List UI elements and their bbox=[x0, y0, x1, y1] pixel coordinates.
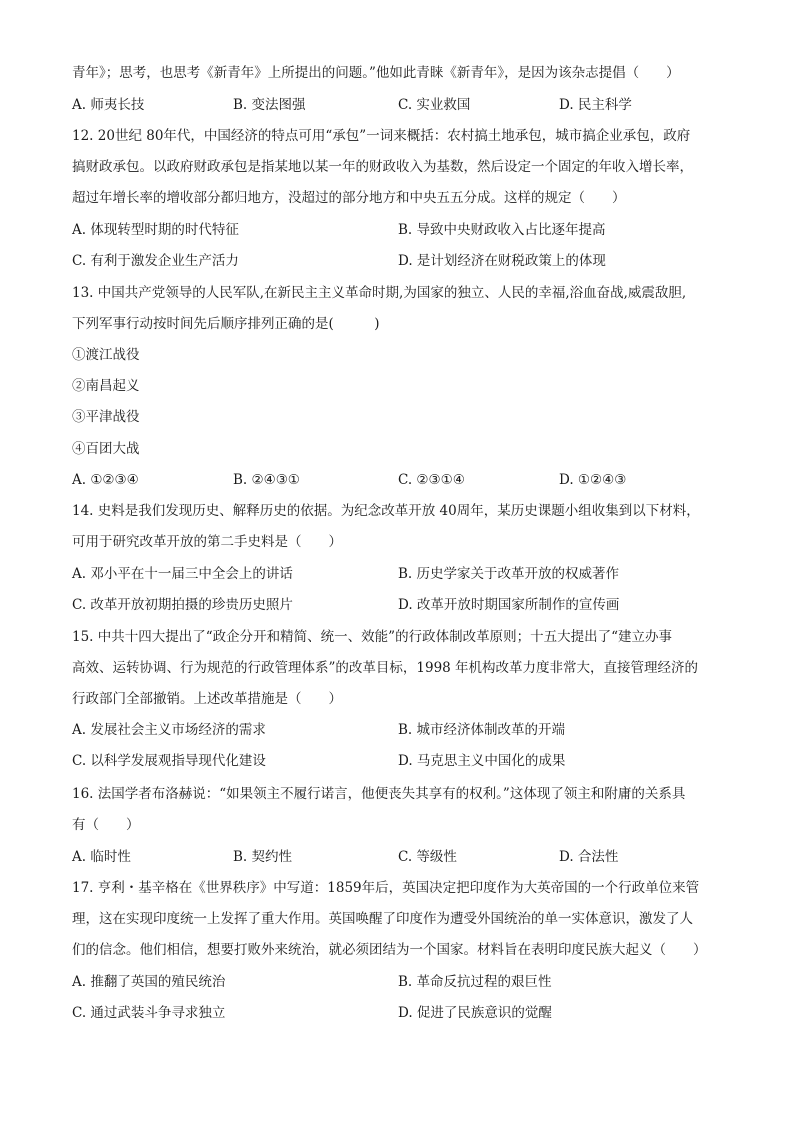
question-16-line-1: 16. 法国学者布洛赫说：“如果领主不履行诺言，他便丧失其享有的权利。”这体现了领主和附庸的关系具 bbox=[72, 786, 686, 802]
question-16-options bbox=[72, 847, 734, 867]
option-c: C. 实业救国 bbox=[398, 97, 471, 113]
question-14-options-row-1 bbox=[72, 564, 734, 584]
option-c: C. 通过武装斗争寻求独立 bbox=[72, 1005, 226, 1021]
option-c: C. 有利于激发企业生产活力 bbox=[72, 253, 239, 269]
option-c: C. ②③①④ bbox=[398, 472, 465, 488]
question-12-options-row-1 bbox=[72, 220, 734, 240]
option-d: D. 改革开放时期国家所制作的宣传画 bbox=[398, 597, 620, 613]
option-b: B. 城市经济体制改革的开端 bbox=[398, 722, 566, 738]
question-12-line-3: 超过年增长率的增收部分都归地方，没超过的部分地方和中央五五分成。这样的规定（ ） bbox=[72, 190, 626, 206]
question-17-line-3: 们的信念。他们相信，想要打败外来统治，就必须团结为一个国家。材料旨在表明印度民族大起义（ ） bbox=[72, 942, 707, 958]
question-13-item-2: ②南昌起义 bbox=[72, 378, 140, 394]
question-13-item-1: ①渡江战役 bbox=[72, 347, 140, 363]
question-13-line-2: 下列军事行动按时间先后顺序排列正确的是( ) bbox=[72, 316, 380, 332]
option-b: B. 历史学家关于改革开放的权威著作 bbox=[398, 566, 620, 582]
question-12-options-row-2 bbox=[72, 251, 734, 271]
question-13-line-1: 13. 中国共产党领导的人民军队,在新民主主义革命时期,为国家的独立、人民的幸福,浴血奋战,威震敌胆, bbox=[72, 285, 687, 301]
option-d: D. 促进了民族意识的觉醒 bbox=[398, 1005, 552, 1021]
option-a: A. 体现转型时期的时代特征 bbox=[72, 222, 239, 238]
question-12-line-2: 搞财政承包。以政府财政承包是指某地以某一年的财政收入为基数，然后设定一个固定的年收入增长率， bbox=[72, 159, 693, 175]
option-c: C. 以科学发展观指导现代化建设 bbox=[72, 753, 266, 769]
question-17-line-1: 17. 亨利・基辛格在《世界秩序》中写道：1859年后，英国决定把印度作为大英帝国的一个行政单位来管 bbox=[72, 880, 700, 896]
question-12-line-1: 12. 20世纪 80年代，中国经济的特点可用“承包”一词来概括：农村搞土地承包，城市搞企业承包，政府 bbox=[72, 128, 691, 144]
question-11-options bbox=[72, 95, 734, 115]
option-a: A. 推翻了英国的殖民统治 bbox=[72, 974, 226, 990]
question-14-options-row-2 bbox=[72, 595, 734, 615]
question-14-line-2: 可用于研究改革开放的第二手史料是（ ） bbox=[72, 534, 342, 550]
option-c: C. 等级性 bbox=[398, 849, 457, 865]
option-d: D. 马克思主义中国化的成果 bbox=[398, 753, 566, 769]
option-d: D. 是计划经济在财税政策上的体现 bbox=[398, 253, 606, 269]
question-13-item-4: ④百团大战 bbox=[72, 441, 140, 457]
option-a: A. 邓小平在十一届三中全会上的讲话 bbox=[72, 566, 293, 582]
option-c: C. 改革开放初期拍摄的珍贵历史照片 bbox=[72, 597, 293, 613]
option-a: A. 临时性 bbox=[72, 849, 131, 865]
option-b: B. 革命反抗过程的艰巨性 bbox=[398, 974, 552, 990]
question-15-options-row-2 bbox=[72, 751, 734, 771]
option-b: B. 导致中央财政收入占比逐年提高 bbox=[398, 222, 606, 238]
option-a: A. 师夷长技 bbox=[72, 97, 145, 113]
question-14-line-1: 14. 史料是我们发现历史、解释历史的依据。为纪念改革开放 40周年，某历史课题小组收集到以下材料， bbox=[72, 503, 700, 519]
option-a: A. ①②③④ bbox=[72, 472, 139, 488]
question-15-line-2: 高效、运转协调、行为规范的行政管理体系”的改革目标，1998 年机构改革力度非常大，直接管理经济的 bbox=[72, 660, 699, 676]
question-13-item-3: ③平津战役 bbox=[72, 409, 140, 425]
option-d: D. 合法性 bbox=[559, 849, 619, 865]
question-15-line-1: 15. 中共十四大提出了“政企分开和精简、统一、效能”的行政体制改革原则；十五大提出了“建立办事 bbox=[72, 629, 672, 645]
question-15-options-row-1 bbox=[72, 720, 734, 740]
question-17-options-row-1 bbox=[72, 972, 734, 992]
question-16-line-2: 有（ ） bbox=[72, 817, 140, 833]
option-d: D. 民主科学 bbox=[559, 97, 632, 113]
question-11-text: 青年》；思考，也思考《新青年》上所提出的问题。”他如此青睐《新青年》，是因为该杂志提倡（ ） bbox=[72, 65, 680, 81]
question-15-line-3: 行政部门全部撤销。上述改革措施是（ ） bbox=[72, 691, 342, 707]
option-a: A. 发展社会主义市场经济的需求 bbox=[72, 722, 266, 738]
question-13-options bbox=[72, 470, 734, 490]
option-b: B. ②④③① bbox=[233, 472, 300, 488]
question-17-options-row-2 bbox=[72, 1003, 734, 1023]
option-d: D. ①②④③ bbox=[559, 472, 627, 488]
question-17-line-2: 理，这在实现印度统一上发挥了重大作用。英国唤醒了印度作为遭受外国统治的单一实体意识，激发了人 bbox=[72, 911, 693, 927]
option-b: B. 契约性 bbox=[233, 849, 293, 865]
option-b: B. 变法图强 bbox=[233, 97, 306, 113]
